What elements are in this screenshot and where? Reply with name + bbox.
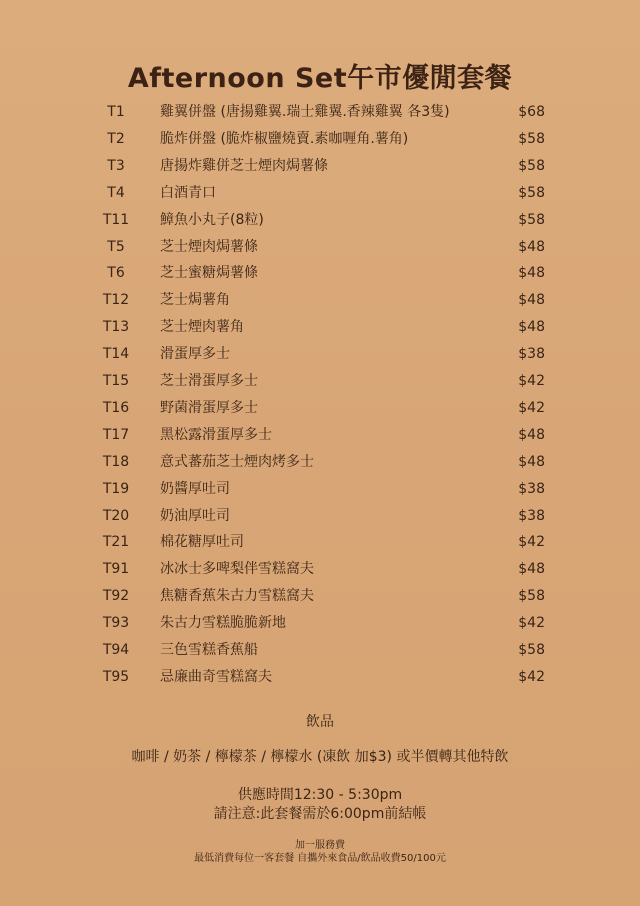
- item-price: $48: [518, 238, 545, 255]
- menu-item-row: [0, 235, 640, 259]
- item-price: $38: [518, 346, 545, 363]
- item-price: $58: [518, 157, 545, 174]
- drinks-heading: 飲品: [306, 714, 334, 730]
- item-price: $48: [518, 319, 545, 336]
- item-price: $42: [518, 399, 545, 416]
- item-name: 芝士煙肉薯角: [160, 319, 244, 336]
- item-name: 焦糖香蕉朱古力雪糕窩夫: [160, 588, 314, 605]
- item-name: 黑松露滑蛋厚多士: [160, 426, 272, 443]
- item-name: 奶油厚吐司: [160, 507, 230, 524]
- menu-item-row: [0, 504, 640, 528]
- item-name: 唐揚炸雞併芝士煙肉焗薯條: [160, 157, 328, 174]
- item-price: $42: [518, 668, 545, 685]
- item-code: T16: [102, 399, 130, 416]
- item-price: $48: [518, 265, 545, 282]
- item-price: $58: [518, 642, 545, 658]
- menu-item-row: [0, 369, 640, 393]
- item-price: $38: [518, 507, 545, 524]
- item-name: 奶醬厚吐司: [160, 480, 230, 497]
- item-name: 朱古力雪糕脆脆新地: [160, 615, 286, 632]
- item-name: 意式蕃茄芝士煙肉烤多士: [160, 453, 314, 470]
- menu-item-row: [0, 315, 640, 339]
- menu-item-row: [0, 154, 640, 178]
- item-name: 三色雪糕香蕉船: [160, 642, 258, 658]
- item-name: 鱆魚小丸子(8粒): [160, 211, 264, 228]
- item-name: 忌廉曲奇雪糕窩夫: [160, 668, 272, 685]
- item-name: 冰冰士多啤梨伴雪糕窩夫: [160, 561, 314, 578]
- menu-item-row: [0, 342, 640, 366]
- item-code: T94: [102, 642, 130, 658]
- item-name: 芝士蜜糖焗薯條: [160, 265, 258, 282]
- item-price: $48: [518, 453, 545, 470]
- item-code: T91: [102, 561, 130, 578]
- item-price: $48: [518, 426, 545, 443]
- item-code: T14: [102, 346, 130, 363]
- item-code: T1: [107, 104, 125, 120]
- item-price: $58: [518, 211, 545, 228]
- drinks-options: 咖啡 / 奶茶 / 檸檬茶 / 檸檬水 (凍飲 加$3) 或半價轉其他特飲: [131, 749, 509, 765]
- menu-item-row: [0, 584, 640, 608]
- item-name: 野菌滑蛋厚多士: [160, 399, 258, 416]
- item-name: 雞翼併盤 (唐揚雞翼.瑞士雞翼.香辣雞翼 各3隻): [160, 104, 450, 120]
- item-code: T15: [102, 373, 130, 389]
- menu-item-row: [0, 530, 640, 554]
- item-code: T5: [107, 238, 125, 255]
- item-code: T20: [102, 507, 130, 524]
- menu-item-row: [0, 665, 640, 689]
- menu-item-row: [0, 261, 640, 285]
- menu-item-row: [0, 450, 640, 474]
- menu-item-row: [0, 611, 640, 635]
- menu-title: Afternoon Set午市優閒套餐: [127, 63, 513, 94]
- item-code: T4: [107, 184, 125, 201]
- item-code: T6: [107, 265, 125, 282]
- item-price: $42: [518, 373, 545, 389]
- item-price: $38: [518, 480, 545, 497]
- menu-item-row: [0, 423, 640, 447]
- item-price: $58: [518, 130, 545, 147]
- item-code: T93: [102, 615, 130, 632]
- menu-item-row: [0, 557, 640, 581]
- menu-item-row: [0, 288, 640, 312]
- item-code: T3: [107, 157, 125, 174]
- minimum-charge-note: 最低消費每位一客套餐 自攜外來食品/飲品收費50/100元: [194, 853, 446, 864]
- checkout-notice: 請注意:此套餐需於6:00pm前結帳: [213, 806, 427, 822]
- item-price: $68: [518, 104, 545, 120]
- menu-item-row: [0, 181, 640, 205]
- item-name: 脆炸併盤 (脆炸椒鹽燒賣.素咖喱角.薯角): [160, 130, 409, 147]
- menu-item-row: [0, 477, 640, 501]
- item-code: T18: [102, 453, 130, 470]
- menu-item-row: [0, 638, 640, 662]
- item-name: 白酒青口: [160, 184, 216, 201]
- menu-item-row: [0, 127, 640, 151]
- item-code: T12: [102, 292, 130, 309]
- item-price: $42: [518, 615, 545, 632]
- item-code: T17: [102, 426, 130, 443]
- item-code: T13: [102, 319, 130, 336]
- item-code: T11: [102, 211, 130, 228]
- item-name: 芝士煙肉焗薯條: [160, 238, 258, 255]
- item-price: $48: [518, 292, 545, 309]
- item-name: 芝士焗薯角: [160, 292, 230, 309]
- item-price: $48: [518, 561, 545, 578]
- menu-item-row: [0, 100, 640, 124]
- item-code: T21: [102, 534, 130, 551]
- item-price: $42: [518, 534, 545, 551]
- item-code: T92: [102, 588, 130, 605]
- menu-item-row: [0, 208, 640, 232]
- item-code: T2: [107, 130, 125, 147]
- item-price: $58: [518, 184, 545, 201]
- item-name: 芝士滑蛋厚多士: [160, 373, 258, 389]
- menu-item-row: [0, 396, 640, 420]
- item-name: 滑蛋厚多士: [160, 346, 230, 363]
- item-code: T95: [102, 668, 130, 685]
- item-name: 棉花糖厚吐司: [160, 534, 244, 551]
- serving-hours: 供應時間12:30 - 5:30pm: [237, 787, 403, 803]
- item-code: T19: [102, 480, 130, 497]
- item-price: $58: [518, 588, 545, 605]
- service-charge-note: 加一服務費: [295, 840, 345, 851]
